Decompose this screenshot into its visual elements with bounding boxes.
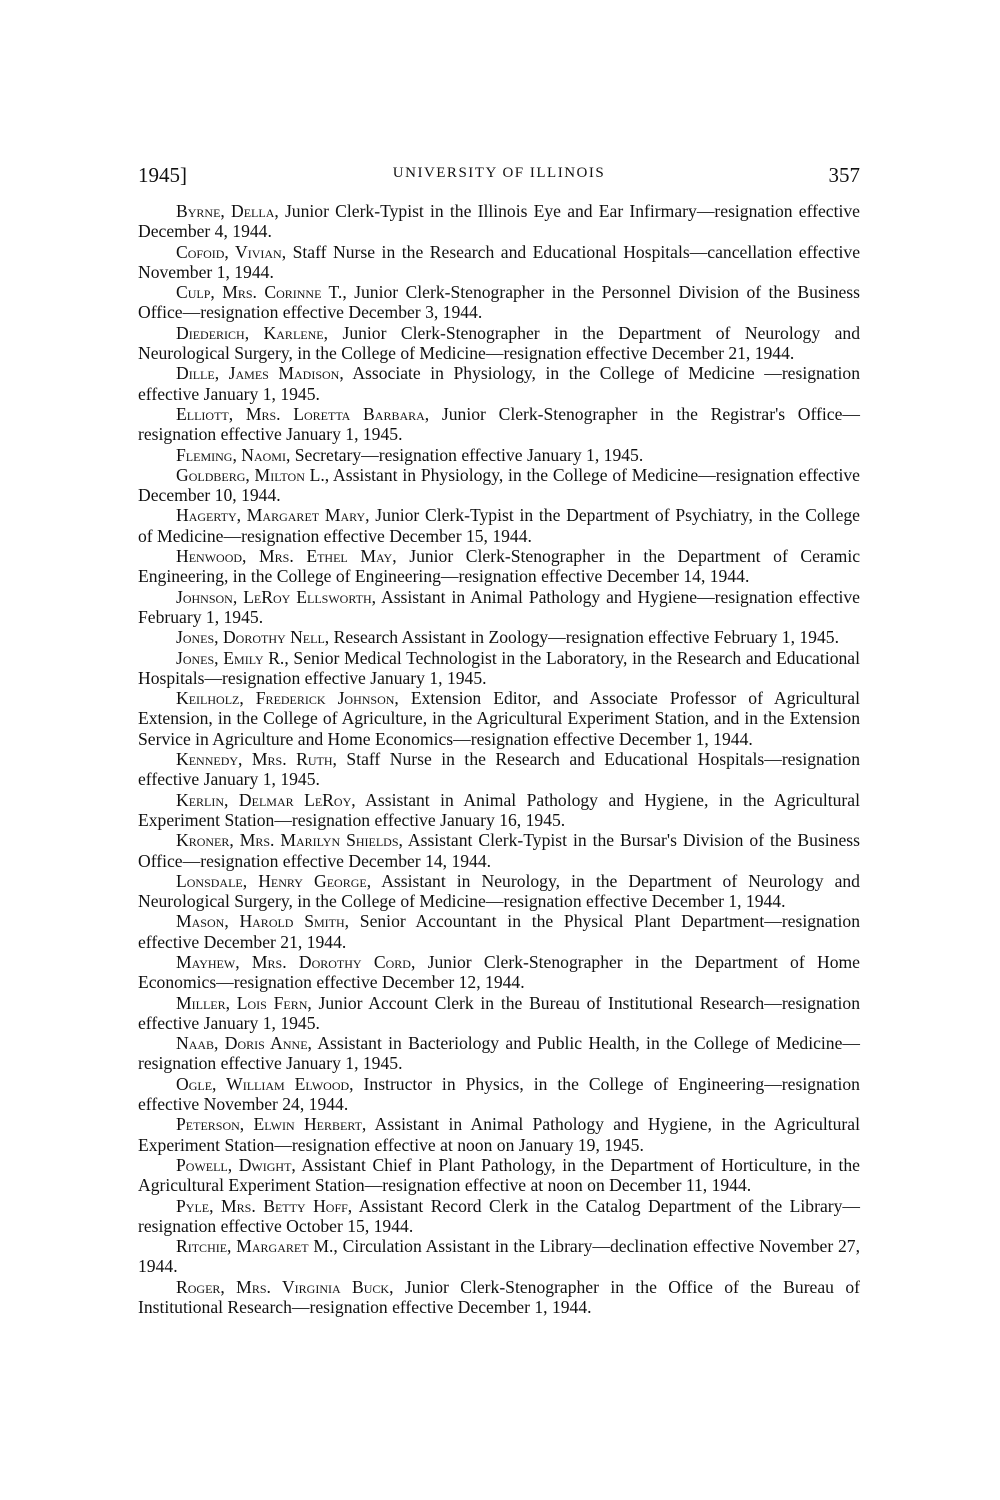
personnel-entry xyxy=(138,1114,860,1155)
entry-name: Keilholz, Frederick Johnson, xyxy=(176,688,399,709)
entry-text: Assistant in Animal Pathology and Hygiene, in the Agricultural Experiment Station—resignation effective January 16, 1945. xyxy=(138,789,860,830)
entry-text: Assistant in Physiology, in the College of Medicine—resignation effective December 10, 1944. xyxy=(138,464,860,506)
personnel-entry xyxy=(138,445,860,465)
entry-text: Assistant in Neurology, in the Department of Neurology and Neurological Surgery, in the College of Medicine—resignation effective December 1, 1944. xyxy=(138,870,860,912)
entry-name: Lonsdale, Henry George, xyxy=(176,870,372,891)
entry-name: Kroner, Mrs. Marilyn Shields, xyxy=(176,830,403,851)
entry-text: Junior Clerk-Stenographer in the Department of Ceramic Engineering, in the College of Engineering—resignation effective December 14, 1944. xyxy=(138,546,861,587)
entry-name: Kerlin, Delmar LeRoy, xyxy=(176,789,356,810)
entry-name: Culp, Mrs. Corinne T., xyxy=(176,282,347,303)
entry-name: Henwood, Mrs. Ethel May, xyxy=(176,546,397,567)
entry-text: Circulation Assistant in the Library—declination effective November 27, 1944. xyxy=(138,1236,860,1277)
entry-text: Junior Clerk-Typist in the Illinois Eye and Ear Infirmary—resignation effective December 4, 1944. xyxy=(138,201,860,242)
personnel-entry xyxy=(138,282,860,323)
personnel-entry xyxy=(138,404,860,445)
entry-text: Senior Accountant in the Physical Plant Department—resignation effective December 21, 1944. xyxy=(138,911,860,952)
personnel-entry xyxy=(138,993,860,1034)
entry-name: Fleming, Naomi, xyxy=(176,444,291,465)
page-number: 357 xyxy=(828,163,860,187)
entry-name: Ogle, William Elwood, xyxy=(176,1073,354,1094)
entry-text: Extension Editor, and Associate Professor of Agricultural Extension, in the College of Agriculture, in the Agricultural Experiment Station, and in the Extension Service in Agriculture and Home Economics—resignation effective December 1, 1944. xyxy=(138,688,860,749)
personnel-entry xyxy=(138,505,860,546)
entry-text: Junior Clerk-Stenographer in the Office of the Bureau of Institutional Research—resignation effective December 1, 1944. xyxy=(138,1276,860,1318)
entry-name: Roger, Mrs. Virginia Buck, xyxy=(176,1276,394,1297)
personnel-entry xyxy=(138,1155,860,1196)
personnel-entry xyxy=(138,1277,860,1318)
running-head-year: 1945] xyxy=(138,163,187,187)
personnel-entry xyxy=(138,688,860,749)
personnel-entry xyxy=(138,627,860,647)
entry-text: Instructor in Physics, in the College of Engineering—resignation effective November 24, 1944. xyxy=(138,1073,860,1115)
entry-text: Associate in Physiology, in the College of Medicine —resignation effective January 1, 1945. xyxy=(138,363,860,404)
entry-name: Mason, Harold Smith, xyxy=(176,911,350,932)
personnel-entry-list xyxy=(138,201,860,1317)
entry-name: Hagerty, Margaret Mary, xyxy=(176,505,370,526)
personnel-entry xyxy=(138,790,860,831)
entry-text: Junior Clerk-Stenographer in the Department of Home Economics—resignation effective December 12, 1944. xyxy=(138,951,860,993)
entry-name: Diederich, Karlene, xyxy=(176,322,328,343)
entry-name: Kennedy, Mrs. Ruth, xyxy=(176,749,337,770)
entry-name: Naab, Doris Anne, xyxy=(176,1033,312,1054)
personnel-entry xyxy=(138,648,860,689)
entry-name: Byrne, Della, xyxy=(176,201,279,221)
personnel-entry xyxy=(138,323,860,364)
entry-text: Assistant in Bacteriology and Public Health, in the College of Medicine—resignation effective January 1, 1945. xyxy=(138,1033,860,1074)
entry-text: Junior Clerk-Stenographer in the Department of Neurology and Neurological Surgery, in the College of Medicine—resignation effective December 21, 1944. xyxy=(138,322,860,364)
entry-text: Junior Clerk-Stenographer in the Personnel Division of the Business Office—resignation effective December 3, 1944. xyxy=(138,282,861,323)
entry-text: Assistant in Animal Pathology and Hygiene, in the Agricultural Experiment Station—resignation effective at noon on January 19, 1945. xyxy=(138,1114,860,1155)
entry-name: Miller, Lois Fern, xyxy=(176,992,312,1013)
personnel-entry xyxy=(138,952,860,993)
entry-name: Goldberg, Milton L., xyxy=(176,464,330,485)
personnel-entry xyxy=(138,201,860,242)
entry-name: Cofoid, Vivian, xyxy=(176,241,287,262)
entry-text: Assistant in Animal Pathology and Hygiene—resignation effective February 1, 1945. xyxy=(138,586,860,627)
entry-text: Staff Nurse in the Research and Educational Hospitals—resignation effective January 1, 1945. xyxy=(138,749,860,790)
entry-text: Junior Clerk-Typist in the Department of Psychiatry, in the College of Medicine—resignation effective December 15, 1944. xyxy=(138,505,860,546)
entry-text: Staff Nurse in the Research and Educational Hospitals—cancellation effective November 1, 1944. xyxy=(138,241,860,282)
personnel-entry xyxy=(138,1033,860,1074)
entry-text: Senior Medical Technologist in the Laboratory, in the Research and Educational Hospitals—resignation effective January 1, 1945. xyxy=(138,647,861,688)
personnel-entry xyxy=(138,1196,860,1237)
entry-text: Assistant Clerk-Typist in the Bursar's Division of the Business Office—resignation effective December 14, 1944. xyxy=(138,830,860,871)
running-head-title: UNIVERSITY OF ILLINOIS xyxy=(392,165,606,181)
entry-name: Ritchie, Margaret M., xyxy=(176,1236,338,1257)
entry-text: Research Assistant in Zoology—resignation effective February 1, 1945. xyxy=(329,627,839,648)
entry-name: Peterson, Elwin Herbert, xyxy=(176,1114,367,1135)
entry-name: Jones, Dorothy Nell, xyxy=(176,627,330,648)
personnel-entry xyxy=(138,363,860,404)
entry-text: Assistant Chief in Plant Pathology, in the Department of Horticulture, in the Agricultural Experiment Station—resignation effective at noon on December 11, 1944. xyxy=(138,1154,860,1196)
entry-name: Johnson, LeRoy Ellsworth, xyxy=(176,586,377,607)
personnel-entry xyxy=(138,1236,860,1277)
document-page xyxy=(138,163,860,1317)
entry-name: Dille, James Madison, xyxy=(176,363,344,384)
running-head xyxy=(138,163,860,197)
entry-name: Jones, Emily R., xyxy=(176,647,289,668)
entry-name: Pyle, Mrs. Betty Hoff, xyxy=(176,1195,353,1216)
personnel-entry xyxy=(138,1074,860,1115)
personnel-entry xyxy=(138,871,860,912)
personnel-entry xyxy=(138,749,860,790)
entry-text: Assistant Record Clerk in the Catalog Department of the Library—resignation effective October 15, 1944. xyxy=(138,1195,861,1236)
entry-name: Powell, Dwight, xyxy=(176,1154,296,1175)
personnel-entry xyxy=(138,242,860,283)
personnel-entry xyxy=(138,830,860,871)
entry-name: Elliott, Mrs. Loretta Barbara, xyxy=(176,403,430,424)
entry-text: Secretary—resignation effective January 1, 1945. xyxy=(290,444,644,465)
entry-text: Junior Account Clerk in the Bureau of Institutional Research—resignation effective January 1, 1945. xyxy=(138,992,861,1033)
entry-name: Mayhew, Mrs. Dorothy Cord, xyxy=(176,951,416,972)
entry-text: Junior Clerk-Stenographer in the Registrar's Office—resignation effective January 1, 1945. xyxy=(138,403,860,445)
personnel-entry xyxy=(138,911,860,952)
personnel-entry xyxy=(138,587,860,628)
personnel-entry xyxy=(138,465,860,506)
personnel-entry xyxy=(138,546,860,587)
